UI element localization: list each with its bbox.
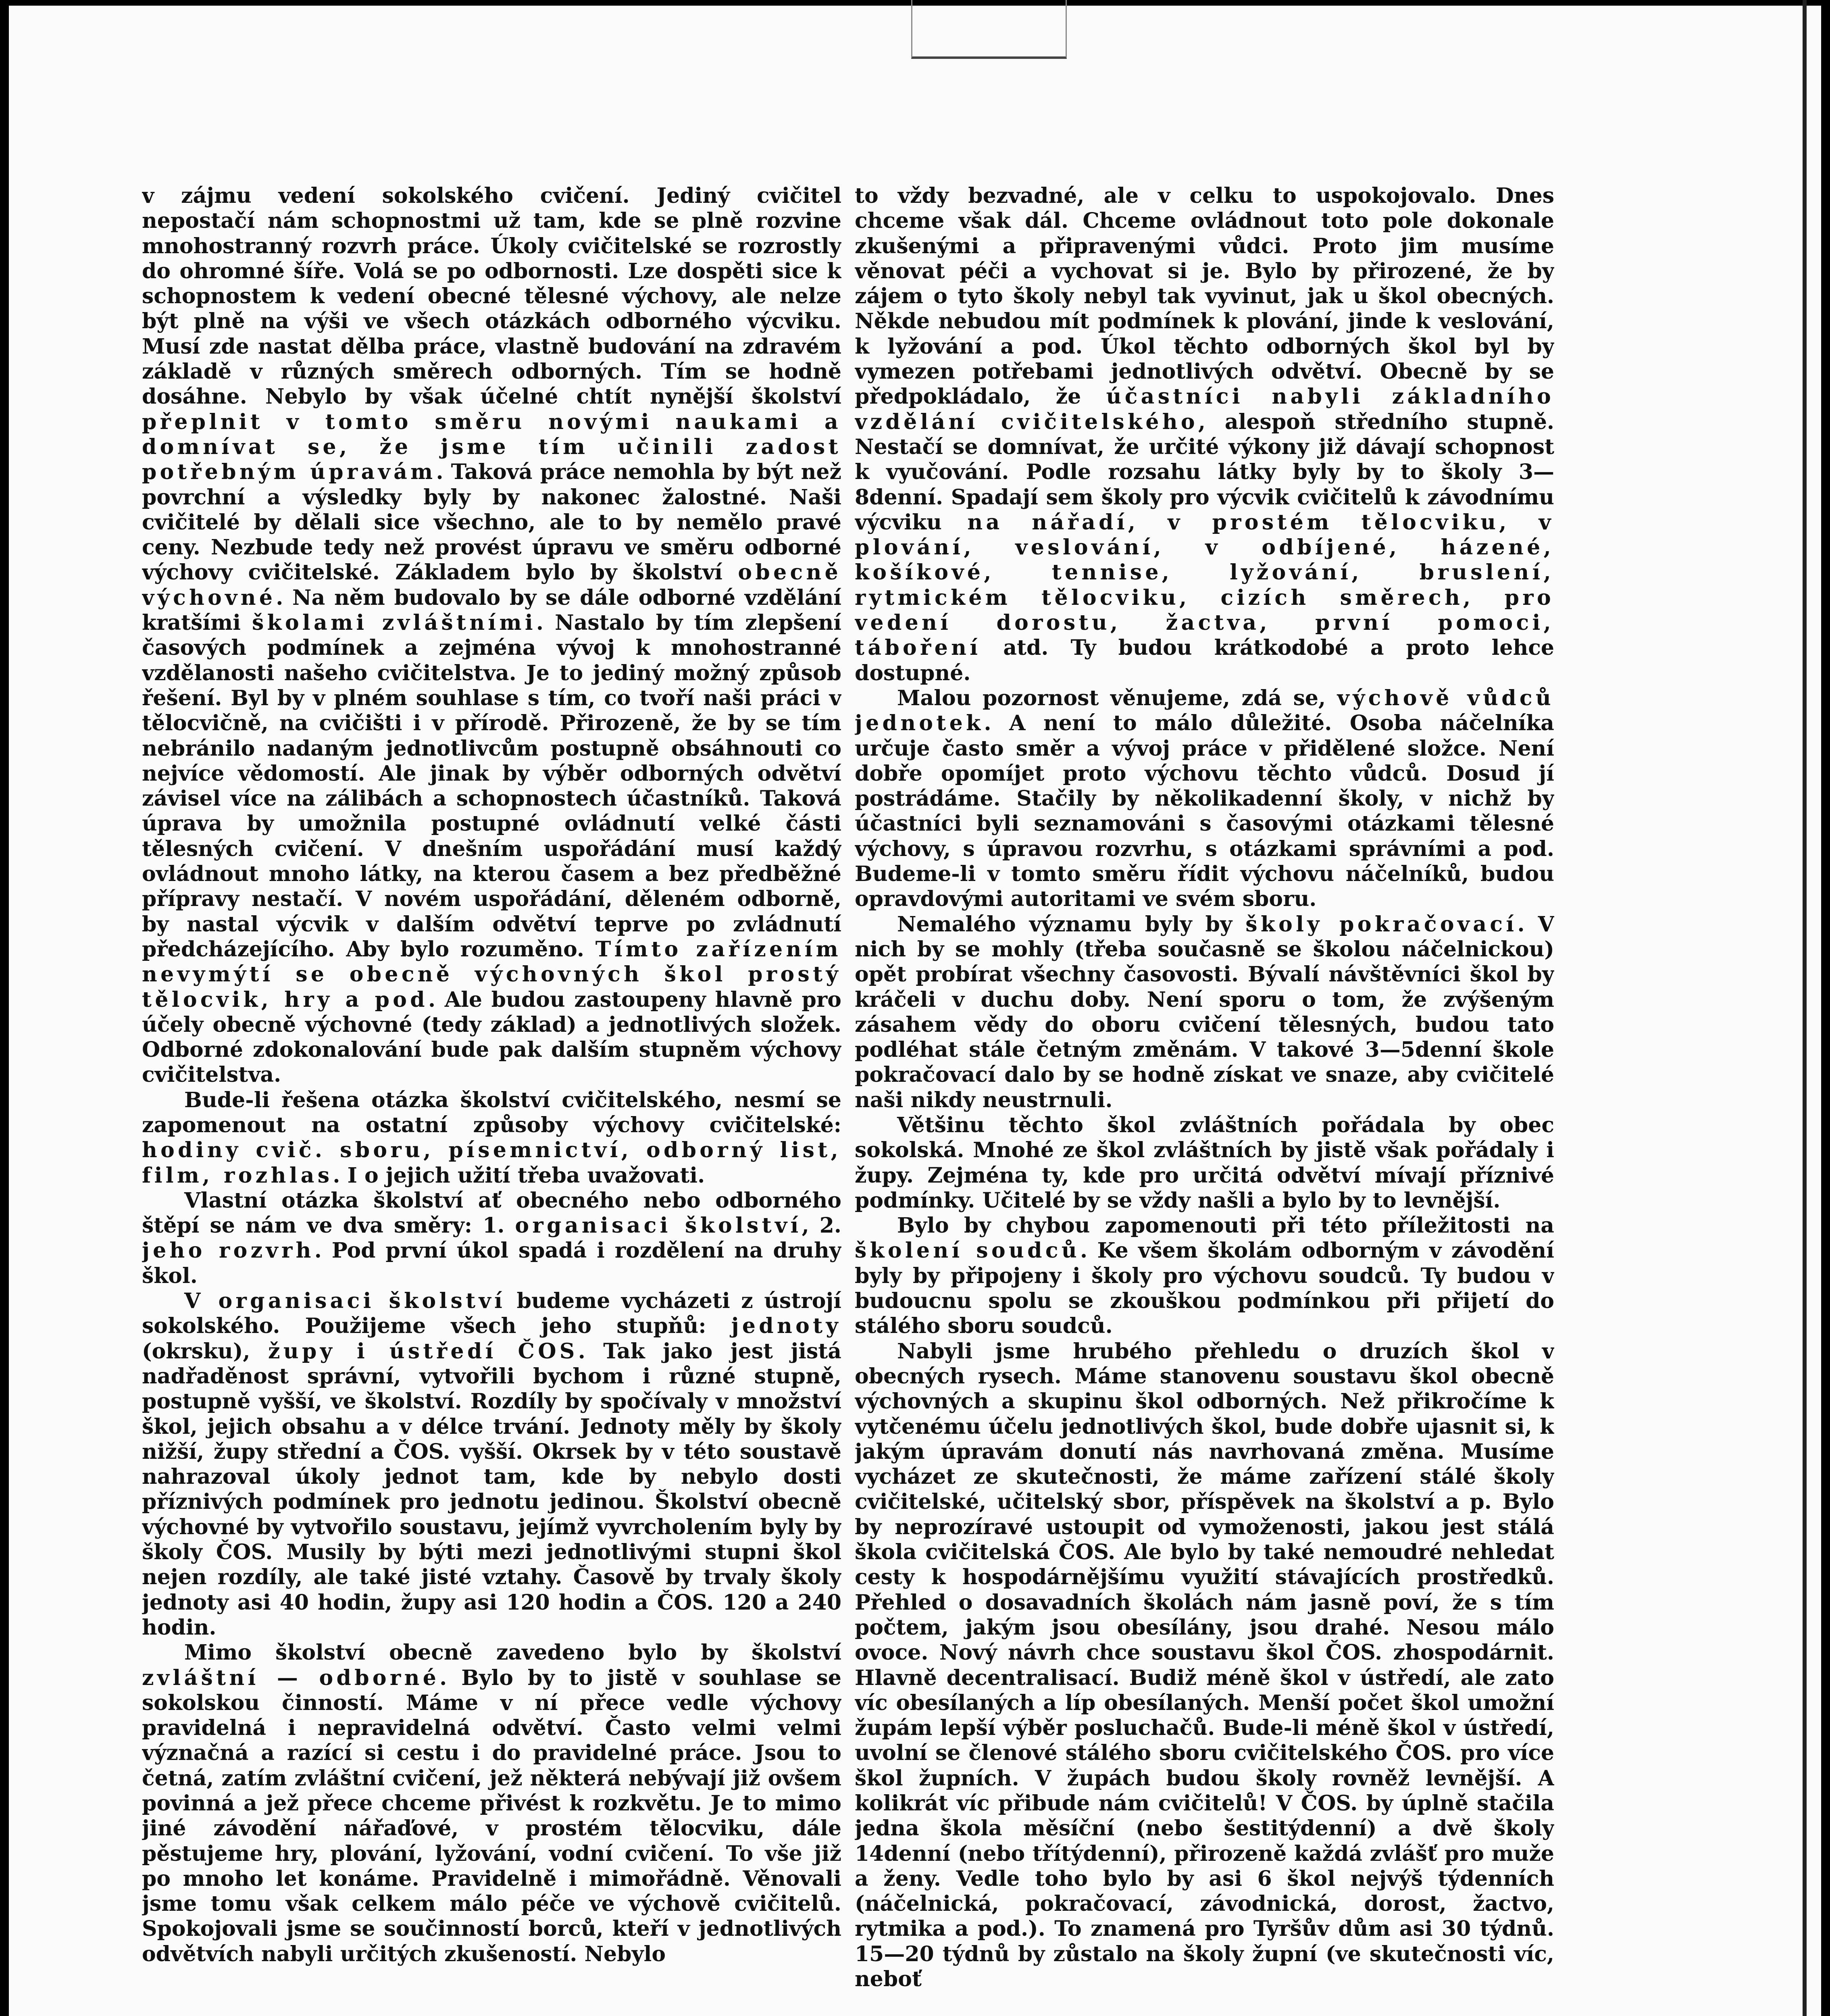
body-text: budeme vycházeti z ústrojí sokolského. Použijeme všech jeho stupňů: [142, 1289, 841, 1339]
paragraph [855, 1113, 1554, 1213]
spaced-emphasis-text: jeho rozvrh [142, 1238, 314, 1263]
scan-left-border [0, 0, 9, 2016]
scan-right-border [1821, 0, 1830, 2016]
paragraph [855, 1213, 1554, 1339]
body-text: . Na něm budovalo by se dále odborné vzdělání kratšími [142, 585, 841, 635]
body-text: . Ale budou zastoupeny hlavně pro účely obecně výchovné (tedy základ) a jednotlivých složek. Odborné zdokonalování bude pak dalším stupněm výchovy cvičitelstva. [142, 987, 841, 1087]
paragraph [142, 1640, 841, 1967]
body-text: . I o jejich užití třeba uvažovati. [333, 1163, 705, 1188]
body-text: Nemalého významu byly by [897, 912, 1246, 937]
spaced-emphasis-text: organisaci školství [515, 1213, 802, 1238]
body-text: . Pod první úkol spadá i rozdělení na druhy škol. [142, 1238, 841, 1288]
body-text: Vlastní otázka školství ať obecného nebo odborného štěpí se nám ve dva směry: 1. [142, 1188, 841, 1238]
body-text: , 2. [802, 1213, 841, 1238]
spaced-emphasis-text: jednoty [731, 1314, 841, 1339]
body-text: . Bylo by to jistě v souhlase se sokolskou činností. Máme v ní přece vedle výchovy pravidelná i nepravidelná odvětví. Často velmi velmi význačná a razící si cestu i do pravidelné práce. Jsou to četná, zatím zvláštní cvičení, jež některá nebývají již ovšem povinná a jež přece chceme přivést k rozkvětu. Je to mimo jiné závodění nářaďové, v prostém tělocviku, dále pěstujeme hry, plování, lyžování, vodní cvičení. To vše již po mnoho let konáme. Pravidelně i mimořádně. Věnovali jsme tomu však celkem málo péče ve výchově cvičitelů. Spokojovali jsme se součinností borců, kteří v jednotlivých odvětvích nabyli určitých zkušeností. Nebylo [142, 1665, 841, 1966]
paragraph [142, 1289, 841, 1640]
spaced-emphasis-text: Tímto zařízením nevymýtí se obecně výchovných škol prostý tělocvik, hry a pod [142, 937, 841, 1012]
spaced-emphasis-text: přeplnit v tomto směru novými naukami a domnívat se, že jsme tím učinili zadost potřebným úpravám [142, 409, 841, 485]
body-text: . Nastalo by tím zlepšení časových podmínek a zejména vývoj k mnohostranné vzdělanosti našeho cvičitelstva. Je to jediný možný způsob řešení. Byl by v plném souhlase s tím, co tvoří naši práci v tělocvičně, na cvičišti i v přírodě. Přirozeně, že by se tím nebránilo nadaným jednotlivcům postupně obsáhnouti co nejvíce vědomostí. Ale jinak by výběr odborných odvětví závisel více na zálibách a schopnostech účastníků. Taková úprava by umožnila postupné ovládnutí velké části tělesných cvičení. V dnešním uspořádání musí každý ovládnout mnoho látky, na kterou časem a bez předběžné přípravy nestačí. V novém uspořádání, děleném odborně, by nastal výcvik v dalším odvětví teprve po zvládnutí předcházejícího. Aby bylo rozuměno. [142, 610, 841, 962]
body-text: v zájmu vedení sokolského cvičení. Jediný cvičitel nepostačí nám schopnostmi už tam, kde se plně rozvine mnohostranný rozvrh práce. Úkoly cvičitelské se rozrostly do ohromné šíře. Volá se po odbornosti. Lze dospěti sice k schopnostem k vedení obecné tělesné výchovy, ale nelze být plně na výši ve všech otázkách odborného výcviku. Musí zde nastat dělba práce, vlastně budování na zdravém základě v různých směrech odborných. Tím se hodně dosáhne. Nebylo by však účelné chtít nynější školství [142, 183, 841, 409]
body-text: to vždy bezvadné, ale v celku to uspokojovalo. Dnes chceme však dál. Chceme ovládnout toto pole dokonale zkušenými a připravenými vůdci. Proto jim musíme věnovat péči a vychovat si je. Bylo by přirozené, že by zájem o tyto školy nebyl tak vyvinut, jak u škol obecných. Někde nebudou mít podmínek k plování, jinde k veslování, k lyžování a pod. Úkol těchto odborných škol byl by vymezen potřebami jednotlivých odvětví. Obecně by se předpokládalo, že [855, 183, 1554, 409]
body-text: atd. Ty budou krátkodobé a proto lehce dostupné. [855, 635, 1554, 685]
body-text: Většinu těchto škol zvláštních pořádala by obec sokolská. Mnohé ze škol zvláštních by jistě však pořádaly i župy. Zejména ty, kde pro určitá odvětví mívají příznivé podmínky. Učitelé by se vždy našli a bylo by to levnější. [855, 1112, 1554, 1213]
body-text: Malou pozornost věnujeme, zdá se, [897, 685, 1337, 710]
spaced-emphasis-text: školami zvláštními [252, 610, 536, 635]
paragraph [142, 1188, 841, 1289]
paragraph [142, 1088, 841, 1188]
body-text: . Ke všem školám odborným v závodění byly by připojeny i školy pro výchovu soudců. Ty budou v budoucnu spolu se zkouškou podmínkou při přijetí do stálého sboru soudců. [855, 1238, 1554, 1339]
body-text: . V nich by se mohly (třeba současně se školou náčelnickou) opět probírat všechny časovosti. Bývalí návštěvníci škol by kráčeli v duchu doby. Není sporu o tom, že zvýšeným zásahem vědy do oboru cvičení tělesných, budou tato podléhat stále četným změnám. V takové 3—5denní škole pokračovací dalo by se hodně získat ve snaze, aby cvičitelé naši nikdy neustrnuli. [855, 912, 1554, 1112]
body-text: Nabyli jsme hrubého přehledu o druzích škol v obecných rysech. Máme stanovenu soustavu škol obecně výchovných a skupinu škol odborných. Než přikročíme k vytčenému účelu jednotlivých škol, bude dobře ujasnit si, k jakým úpravám donutí nás navrhovaná změna. Musíme vycházet ze skutečnosti, že máme zařízení stálé školy cvičitelské, učitelský sbor, příspěvek na školství a p. Bylo by neprozíravé ustoupit od vymoženosti, jakou jest stálá škola cvičitelská ČOS. Ale bylo by také nemoudré nehledat cesty k hospodárnějšímu využití stávajících prostředků. Přehled o dosavadních školách nám jasně poví, že s tím počtem, jakým jsou obesílány, jsou drahé. Nesou málo ovoce. Nový návrh chce soustavu škol ČOS. zhospodárnit. Hlavně decentralisací. Budiž méně škol v ústředí, ale zato víc obesílaných a líp obesílaných. Menší počet škol umožní župám lepší výběr posluchačů. Bude-li méně škol v ústředí, uvolní se členové stálého sboru cvičitelského ČOS. pro více škol župních. V župách budou školy rovněž levnější. A kolikrát víc přibude nám cvičitelů! V ČOS. by úplně stačila jedna škola měsíční (nebo šestitýdenní) a dvě školy 14denní (nebo třítýdenní), přirozeně každá zvlášť pro muže a ženy. Vedle toho bylo by asi 6 škol nejvýš týdenních (náčelnická, pokračovací, závodnická, dorost, žactvo, rytmika a pod.). To znamená pro Tyršův dům asi 30 týdnů. 15—20 týdnů by zůstalo na školy župní (ve skutečnosti víc, neboť [855, 1339, 1554, 1992]
body-text: , alespoň středního stupně. Nestačí se domnívat, že určité výkony již dávají schopnost k vyučování. Podle rozsahu látky byly by to školy 3—8denní. Spadají sem školy pro výcvik cvičitelů k závodnímu výcviku [855, 409, 1554, 535]
paragraph [855, 1339, 1554, 1992]
spaced-emphasis-text: obecně výchovné [142, 560, 841, 610]
body-text: . Tak jako jest jistá nadřaděnost správní, vytvořili bychom i různé stupně, postupně vyšší, ve školství. Rozdíly by spočívaly v množství škol, jejich obsahu a v délce trvání. Jednoty měly by školy nižší, župy střední a ČOS. vyšší. Okrsek by v této soustavě nahrazoval úkoly jednot tam, kde by nebylo dosti příznivých podmínek pro jednotu jedinou. Školství obecně výchovné by vytvořilo soustavu, jejímž vyvrcholením byly by školy ČOS. Musily by býti mezi jednotlivými stupni škol nejen rozdíly, ale také jisté vztahy. Časově by trvaly školy jednoty asi 40 hodin, župy asi 120 hodin a ČOS. 120 a 240 hodin. [142, 1339, 841, 1640]
spaced-emphasis-text: účastníci nabyli základního vzdělání cvičitelského [855, 384, 1554, 434]
spaced-emphasis-text: zvláštní — odborné [142, 1665, 440, 1690]
paragraph [855, 183, 1554, 686]
spaced-emphasis-text: na nářadí, v prostém tělocviku, v plování, veslování, v odbíjené, házené, košíkové, tennise, lyžování, bruslení, rytmickém tělocviku, cizích směrech, pro vedení dorostu, žactva, první pomoci, táboření [855, 510, 1554, 660]
right-text-column [855, 183, 1554, 2016]
paragraph [855, 912, 1554, 1113]
left-text-column [142, 183, 841, 2016]
body-text: Mimo školství obecně zavedeno bylo by školství [184, 1640, 841, 1665]
body-text: Bylo by chybou zapomenouti při této příležitosti na [897, 1213, 1554, 1238]
spaced-emphasis-text: V organisaci školství [184, 1289, 506, 1314]
binding-tape-mark [911, 0, 1067, 59]
spaced-emphasis-text: župy i ústředí ČOS [268, 1339, 578, 1364]
scan-right-edge-shadow [1803, 0, 1807, 2016]
spaced-emphasis-text: školení soudců [855, 1238, 1080, 1263]
body-text: . Taková práce nemohla by být než povrchní a výsledky byly by nakonec žalostné. Naši cvičitelé by dělali sice všechno, ale to by nemělo pravé ceny. Nezbude tedy než provést úpravu ve směru odborné výchovy cvičitelské. Základem bylo by školství [142, 460, 841, 585]
paragraph [855, 686, 1554, 912]
spaced-emphasis-text: hodiny cvič. sboru, písemnictví, odborný list, film, rozhlas [142, 1138, 841, 1188]
paragraph [142, 183, 841, 1088]
body-text: (okrsku), [142, 1339, 268, 1364]
spaced-emphasis-text: školy pokračovací [1245, 912, 1518, 937]
body-text: . A není to málo důležité. Osoba náčelníka určuje často směr a vývoj práce v přidělené složce. Není dobře opomíjet proto výchovu těchto vůdců. Dosud jí postrádáme. Stačily by několikadenní školy, v nichž by účastníci byli seznamováni s časovými otázkami tělesné výchovy, s úpravou rozvrhu, s otázkami správními a pod. Budeme-li v tomto směru řídit výchovu náčelníků, budou opravdovými autoritami ve svém sboru. [855, 711, 1554, 912]
body-text: Bude-li řešena otázka školství cvičitelského, nesmí se zapomenout na ostatní způsoby výchovy cvičitelské: [142, 1087, 841, 1137]
spaced-emphasis-text: výchově vůdců jednotek [855, 685, 1554, 736]
